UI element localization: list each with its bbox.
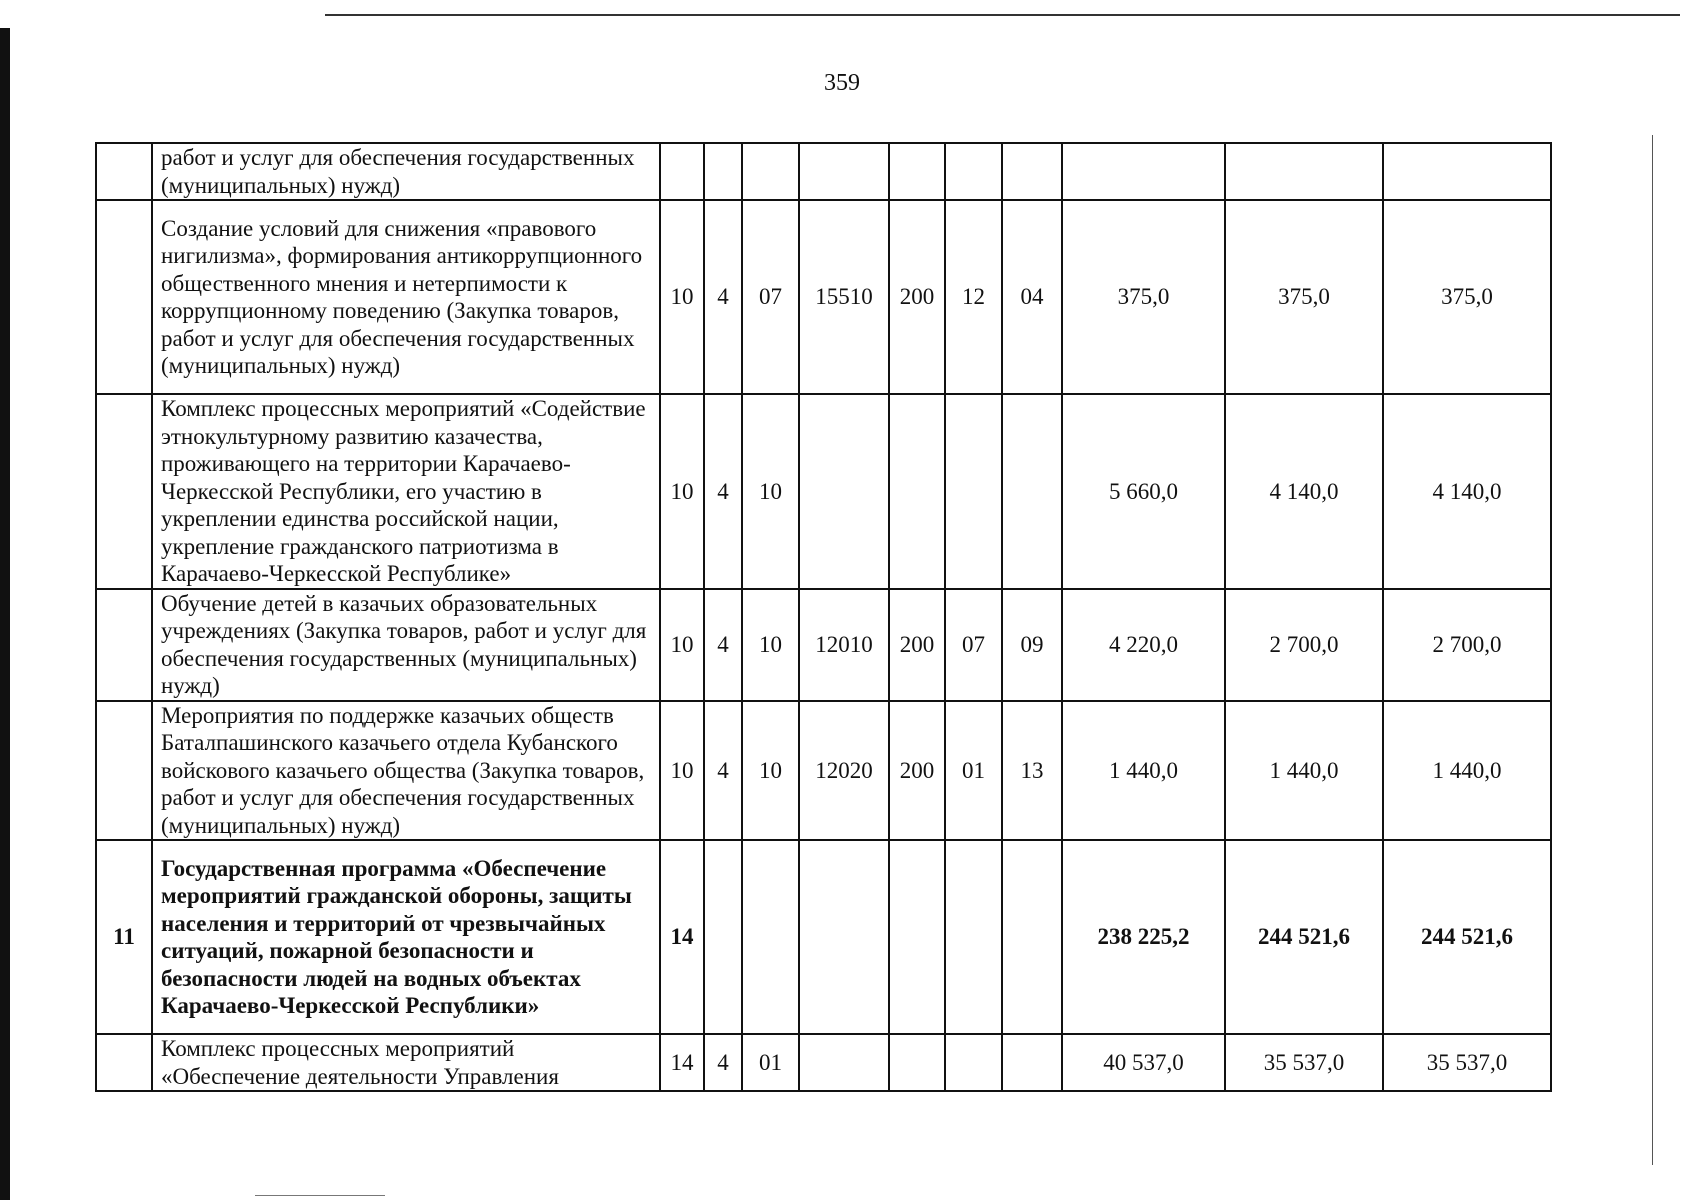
cell-amount-2: 244 521,6	[1225, 840, 1383, 1034]
cell-code-2	[704, 143, 742, 200]
cell-amount-1: 238 225,2	[1062, 840, 1225, 1034]
cell-code-3: 07	[742, 200, 799, 394]
cell-amount-3: 4 140,0	[1383, 394, 1551, 589]
cell-code-1: 10	[660, 589, 704, 701]
cell-code-5: 200	[889, 701, 945, 841]
cell-number	[96, 589, 152, 701]
cell-code-5: 200	[889, 589, 945, 701]
table-row	[96, 143, 1551, 200]
cell-amount-2: 2 700,0	[1225, 589, 1383, 701]
cell-code-1: 14	[660, 840, 704, 1034]
cell-description: Государственная программа «Обеспечение мероприятий гражданской обороны, защиты населения и территорий от чрезвычайных ситуаций, пожарной безопасности и безопасности людей на водных объектах Карачаево-Черкесской Республики»	[152, 840, 660, 1034]
cell-amount-3: 244 521,6	[1383, 840, 1551, 1034]
cell-code-6: 12	[945, 200, 1002, 394]
page-number: 359	[824, 70, 860, 96]
cell-code-3	[742, 143, 799, 200]
cell-amount-3: 35 537,0	[1383, 1034, 1551, 1091]
cell-amount-3	[1383, 143, 1551, 200]
cell-amount-3: 2 700,0	[1383, 589, 1551, 701]
cell-amount-2: 1 440,0	[1225, 701, 1383, 841]
cell-code-2	[704, 840, 742, 1034]
cell-code-1: 10	[660, 200, 704, 394]
cell-code-7: 09	[1002, 589, 1062, 701]
cell-number	[96, 200, 152, 394]
cell-number	[96, 143, 152, 200]
cell-code-1: 10	[660, 394, 704, 589]
cell-code-4: 12020	[799, 701, 889, 841]
scan-dash-bottom	[255, 1195, 385, 1196]
cell-amount-2	[1225, 143, 1383, 200]
cell-amount-2: 4 140,0	[1225, 394, 1383, 589]
cell-description: Мероприятия по поддержке казачьих обществ Баталпашинского казачьего отдела Кубанского войскового казачьего общества (Закупка товаров, работ и услуг для обеспечения государственных (муниципальных) нужд)	[152, 701, 660, 841]
cell-number	[96, 1034, 152, 1091]
cell-code-4	[799, 840, 889, 1034]
table-row	[96, 840, 1551, 1034]
cell-amount-3: 375,0	[1383, 200, 1551, 394]
cell-code-6: 01	[945, 701, 1002, 841]
cell-amount-2: 35 537,0	[1225, 1034, 1383, 1091]
cell-code-2: 4	[704, 1034, 742, 1091]
cell-number	[96, 701, 152, 841]
cell-amount-1: 5 660,0	[1062, 394, 1225, 589]
cell-code-7	[1002, 840, 1062, 1034]
cell-code-4: 15510	[799, 200, 889, 394]
cell-code-4: 12010	[799, 589, 889, 701]
cell-code-4	[799, 394, 889, 589]
cell-code-5	[889, 143, 945, 200]
cell-description: Обучение детей в казачьих образовательных учреждениях (Закупка товаров, работ и услуг для обеспечения государственных (муниципальных) нужд)	[152, 589, 660, 701]
cell-code-7: 13	[1002, 701, 1062, 841]
table-row	[96, 200, 1551, 394]
cell-code-7	[1002, 394, 1062, 589]
cell-code-6: 07	[945, 589, 1002, 701]
cell-amount-1: 1 440,0	[1062, 701, 1225, 841]
cell-description: Создание условий для снижения «правового нигилизма», формирования антикоррупционного общественного мнения и нетерпимости к коррупционному поведению (Закупка товаров, работ и услуг для обеспечения государственных (муниципальных) нужд)	[152, 200, 660, 394]
cell-code-3	[742, 840, 799, 1034]
scan-line-right	[1652, 135, 1653, 1165]
cell-code-2: 4	[704, 701, 742, 841]
cell-code-5	[889, 840, 945, 1034]
table-row	[96, 1034, 1551, 1091]
cell-code-1	[660, 143, 704, 200]
cell-code-2: 4	[704, 394, 742, 589]
cell-code-2: 4	[704, 589, 742, 701]
scan-line-top	[325, 14, 1680, 16]
cell-code-1: 10	[660, 701, 704, 841]
cell-code-4	[799, 1034, 889, 1091]
cell-amount-3: 1 440,0	[1383, 701, 1551, 841]
cell-code-2: 4	[704, 200, 742, 394]
cell-amount-2: 375,0	[1225, 200, 1383, 394]
cell-code-4	[799, 143, 889, 200]
cell-amount-1: 375,0	[1062, 200, 1225, 394]
cell-code-5	[889, 1034, 945, 1091]
cell-code-7	[1002, 1034, 1062, 1091]
cell-code-3: 10	[742, 394, 799, 589]
cell-amount-1	[1062, 143, 1225, 200]
cell-code-5	[889, 394, 945, 589]
cell-code-5: 200	[889, 200, 945, 394]
budget-table	[95, 142, 1552, 1092]
cell-amount-1: 4 220,0	[1062, 589, 1225, 701]
cell-code-6	[945, 1034, 1002, 1091]
table-row	[96, 589, 1551, 701]
cell-code-3: 01	[742, 1034, 799, 1091]
cell-number	[96, 394, 152, 589]
cell-description: Комплекс процессных мероприятий «Содействие этнокультурному развитию казачества, проживающего на территории Карачаево-Черкесской Республики, его участию в укреплении единства российской нации, укрепление гражданского патриотизма в Карачаево-Черкесской Республике»	[152, 394, 660, 589]
cell-code-6	[945, 394, 1002, 589]
table-row	[96, 701, 1551, 841]
cell-code-3: 10	[742, 589, 799, 701]
scan-edge-left	[0, 28, 10, 1200]
cell-description: работ и услуг для обеспечения государственных (муниципальных) нужд)	[152, 143, 660, 200]
cell-code-6	[945, 840, 1002, 1034]
table-row	[96, 394, 1551, 589]
cell-description: Комплекс процессных мероприятий «Обеспечение деятельности Управления	[152, 1034, 660, 1091]
cell-code-3: 10	[742, 701, 799, 841]
cell-code-6	[945, 143, 1002, 200]
cell-code-7	[1002, 143, 1062, 200]
cell-amount-1: 40 537,0	[1062, 1034, 1225, 1091]
cell-code-7: 04	[1002, 200, 1062, 394]
cell-number: 11	[96, 840, 152, 1034]
cell-code-1: 14	[660, 1034, 704, 1091]
